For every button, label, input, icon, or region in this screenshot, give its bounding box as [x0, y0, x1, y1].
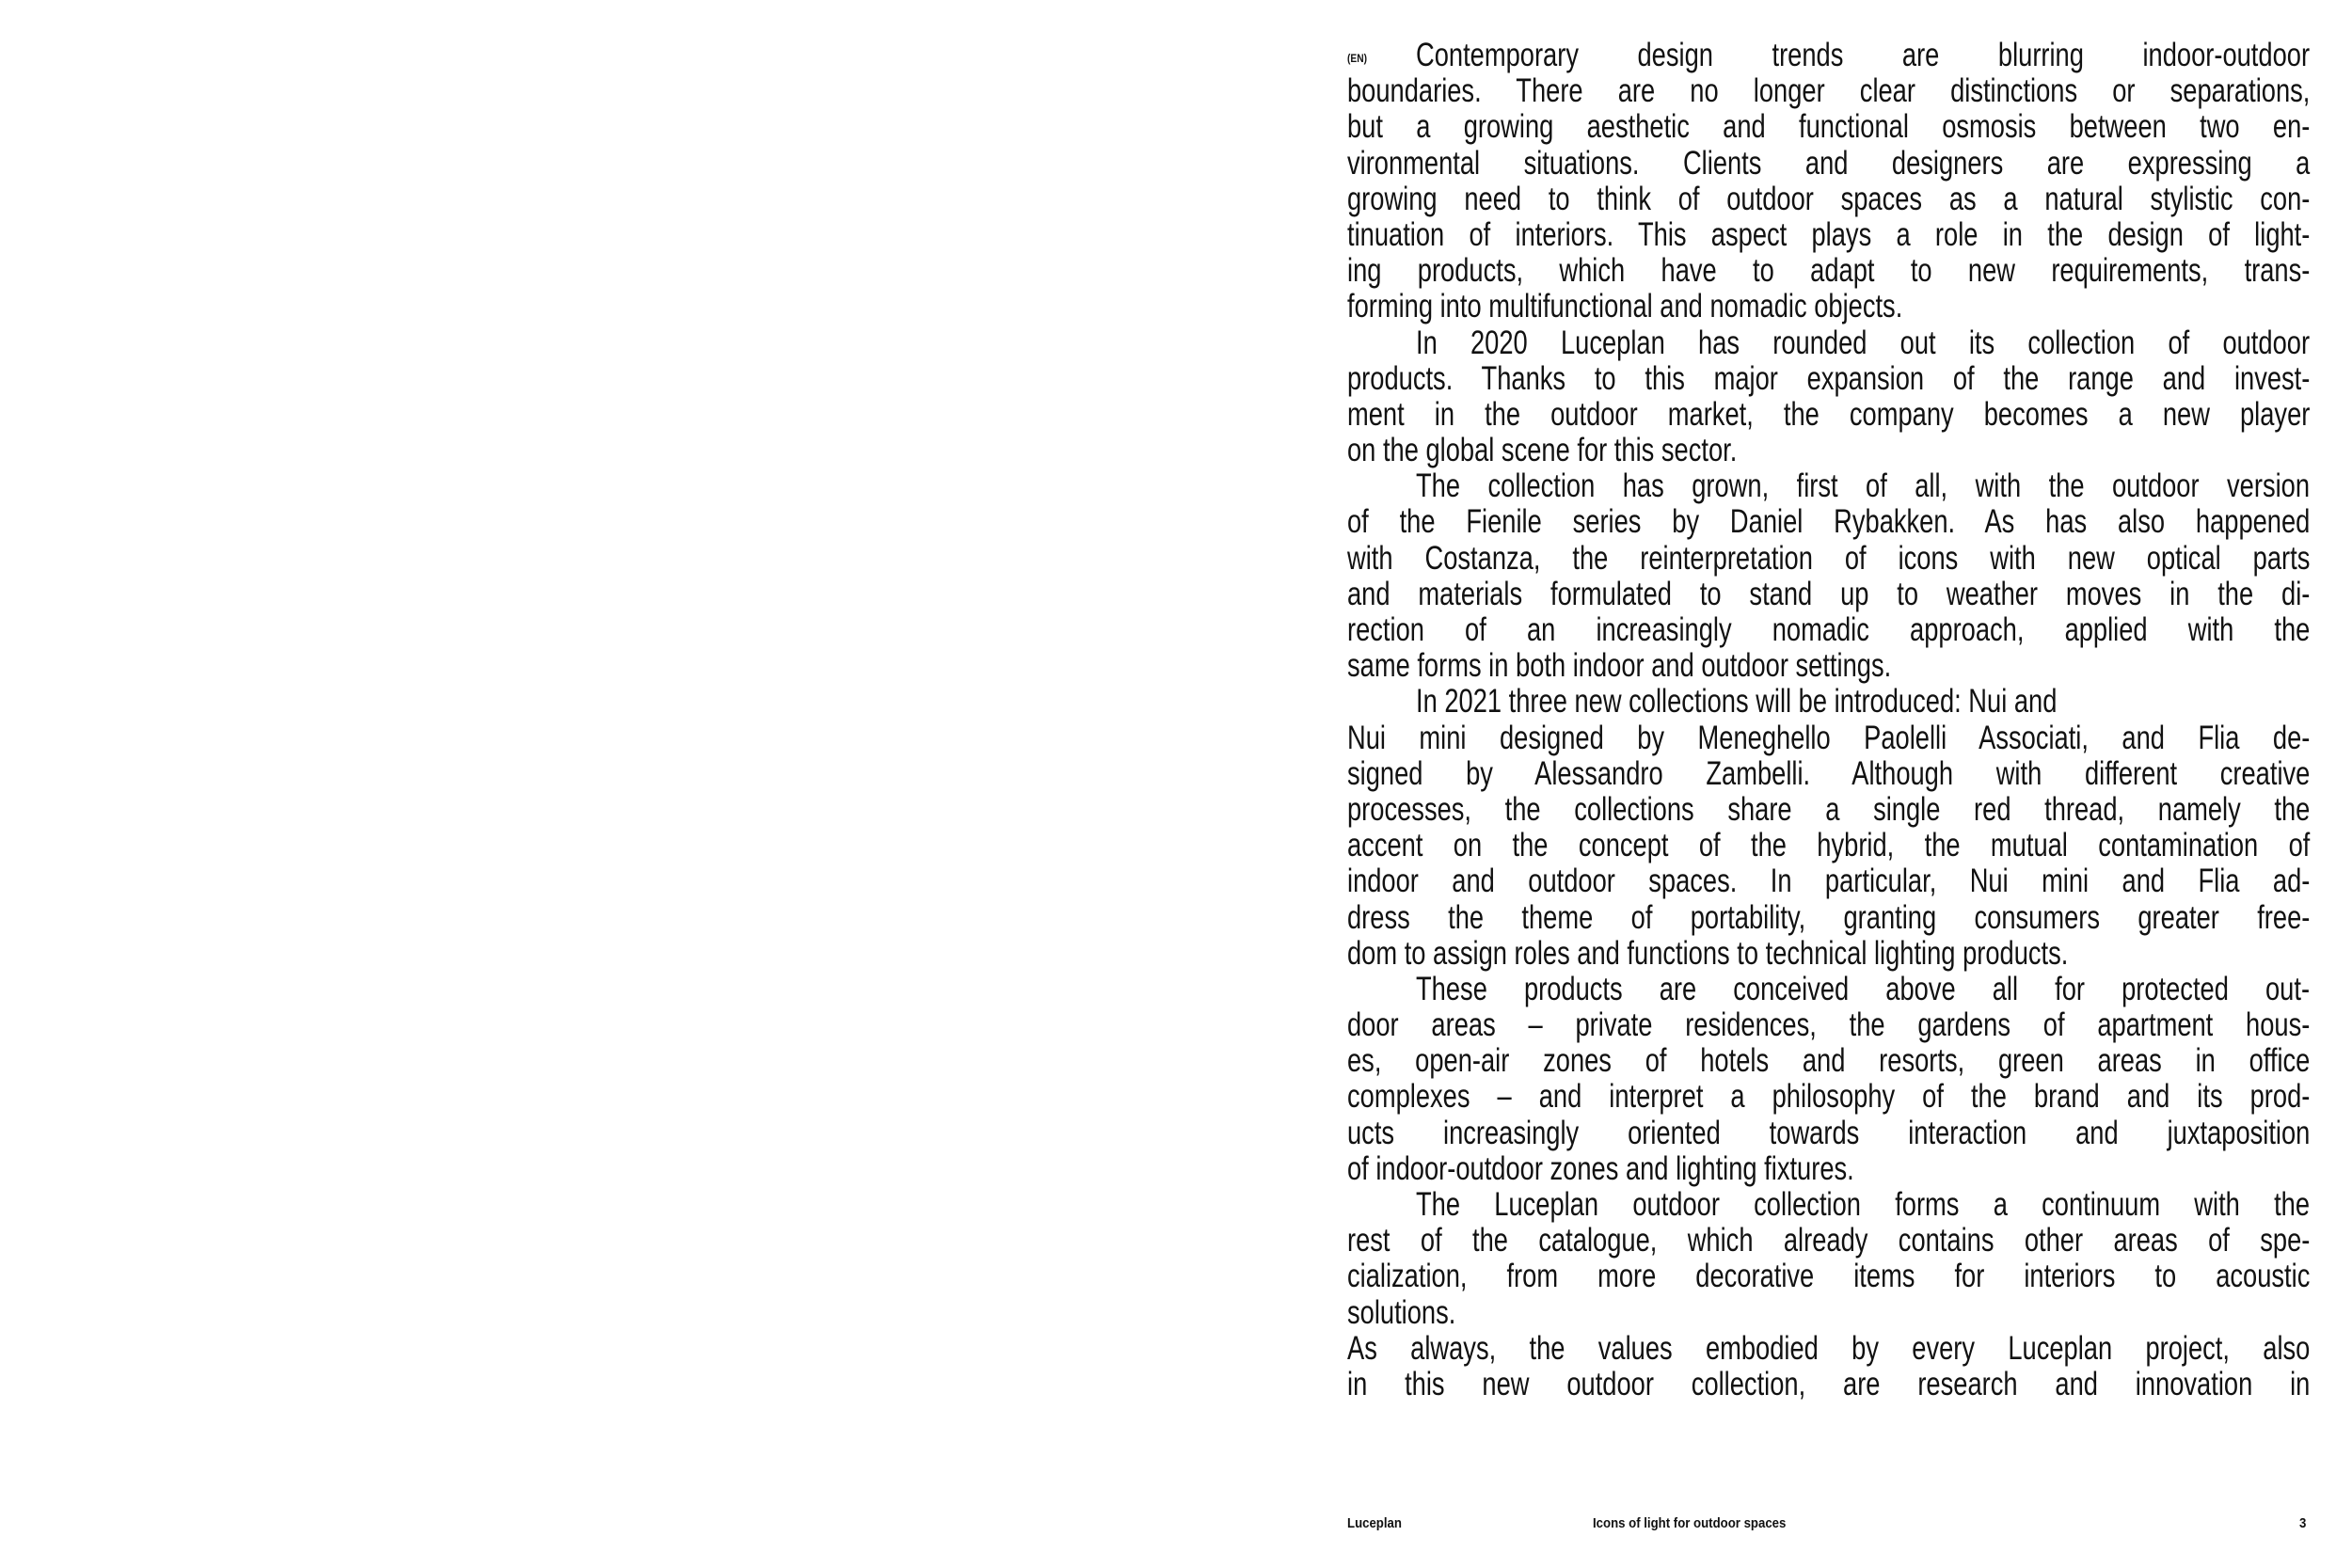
text-line: [1347, 73, 2310, 109]
text-line: [1347, 325, 2310, 361]
line-text: of the Fienile series by Daniel Rybakken. As has also happened: [1347, 504, 2311, 541]
text-line: [1347, 1259, 2310, 1294]
line-text: These products are conceived above all for protected out-: [1416, 971, 2311, 1007]
line-text: products. Thanks to this major expansion of the range and invest-: [1347, 360, 2311, 397]
text-line: [1347, 289, 2310, 325]
text-line: [1347, 217, 2310, 253]
line-text: and materials formulated to stand up to weather moves in the di-: [1347, 576, 2311, 612]
line-text: of indoor-outdoor zones and lighting fixtures.: [1347, 1150, 1854, 1187]
line-text: Nui mini designed by Meneghello Paolelli Associati, and Flia de-: [1347, 720, 2311, 756]
text-line: [1347, 182, 2310, 217]
line-text: vironmental situations. Clients and designers are expressing a: [1347, 145, 2311, 182]
line-text: As always, the values embodied by every Luceplan project, also: [1347, 1330, 2311, 1367]
text-line: [1347, 433, 2310, 468]
line-text: The collection has grown, first of all, with the outdoor version: [1416, 468, 2311, 505]
text-line: [1347, 541, 2310, 577]
line-text: indoor and outdoor spaces. In particular, Nui mini and Flia ad-: [1347, 863, 2311, 900]
text-line: [1347, 1223, 2310, 1259]
body-text: [1347, 38, 2310, 1402]
text-line: [1347, 577, 2310, 612]
line-text: growing need to think of outdoor spaces as a natural stylistic con-: [1347, 181, 2311, 217]
page-number: 3: [2299, 1515, 2307, 1531]
line-text: boundaries. There are no longer clear distinctions or separations,: [1347, 73, 2311, 110]
text-line: [1347, 109, 2310, 145]
text-line: [1347, 1007, 2310, 1043]
line-text: forming into multifunctional and nomadic objects.: [1347, 289, 1903, 325]
text-line: [1347, 1043, 2310, 1079]
line-text: same forms in both indoor and outdoor settings.: [1347, 648, 1892, 685]
line-text: dom to assign roles and functions to technical lighting products.: [1347, 935, 2069, 972]
text-line: [1347, 146, 2310, 182]
text-line: [1347, 253, 2310, 289]
line-text: door areas – private residences, the gardens of apartment hous-: [1347, 1007, 2311, 1044]
text-line: [1347, 792, 2310, 828]
text-line: [1347, 504, 2310, 540]
line-text: The Luceplan outdoor collection forms a continuum with the: [1416, 1187, 2311, 1223]
text-line: [1347, 972, 2310, 1007]
text-line: [1347, 1079, 2310, 1115]
text-line: [1347, 648, 2310, 684]
text-line: [1347, 900, 2310, 936]
line-text: complexes – and interpret a philosophy of the brand and its prod-: [1347, 1079, 2311, 1116]
line-text: in this new outdoor collection, are research and innovation in: [1347, 1366, 2311, 1402]
line-text: rection of an increasingly nomadic approach, applied with the: [1347, 612, 2311, 648]
text-line: [1347, 1295, 2310, 1331]
language-tag: (EN): [1347, 52, 1367, 65]
text-line: [1347, 1116, 2310, 1151]
text-line: [1347, 397, 2310, 433]
line-text: ing products, which have to adapt to new requirements, trans-: [1347, 253, 2311, 290]
line-text: es, open-air zones of hotels and resorts, green areas in office: [1347, 1043, 2311, 1080]
line-text: In 2021 three new collections will be introduced: Nui and: [1416, 684, 2058, 721]
text-line: [1347, 468, 2310, 504]
text-line: [1347, 684, 2310, 720]
text-line: [1347, 1331, 2310, 1367]
line-text: on the global scene for this sector.: [1347, 433, 1738, 469]
line-text: signed by Alessandro Zambelli. Although with different creative: [1347, 755, 2311, 792]
text-line: [1347, 828, 2310, 863]
footer-title: Icons of light for outdoor spaces: [1593, 1515, 1787, 1531]
text-line: [1347, 1187, 2310, 1223]
line-text: ment in the outdoor market, the company becomes a new player: [1347, 396, 2311, 433]
text-line: [1347, 863, 2310, 899]
line-text: dress the theme of portability, granting consumers greater free-: [1347, 899, 2311, 936]
text-line: [1347, 361, 2310, 397]
text-line: [1347, 721, 2310, 756]
line-text: Contemporary design trends are blurring indoor-outdoor: [1416, 38, 2311, 73]
line-text: accent on the concept of the hybrid, the mutual contamination of: [1347, 828, 2311, 864]
text-line: [1347, 1367, 2310, 1402]
line-text: In 2020 Luceplan has rounded out its collection of outdoor: [1416, 325, 2311, 361]
line-text: processes, the collections share a single red thread, namely the: [1347, 791, 2311, 828]
text-line: [1347, 756, 2310, 792]
text-line: [1347, 38, 2310, 73]
line-text: cialization, from more decorative items for interiors to acoustic: [1347, 1259, 2311, 1295]
line-text: tinuation of interiors. This aspect plays a role in the design of light-: [1347, 216, 2311, 253]
line-text: with Costanza, the reinterpretation of icons with new optical parts: [1347, 540, 2311, 577]
line-text: but a growing aesthetic and functional osmosis between two en-: [1347, 109, 2311, 146]
text-line: [1347, 1151, 2310, 1187]
text-line: [1347, 612, 2310, 648]
footer-brand: Luceplan: [1347, 1515, 1402, 1531]
line-text: rest of the catalogue, which already contains other areas of spe-: [1347, 1223, 2311, 1259]
text-line: [1347, 936, 2310, 972]
line-text: solutions.: [1347, 1294, 1456, 1331]
line-text: ucts increasingly oriented towards interaction and juxtaposition: [1347, 1115, 2311, 1151]
